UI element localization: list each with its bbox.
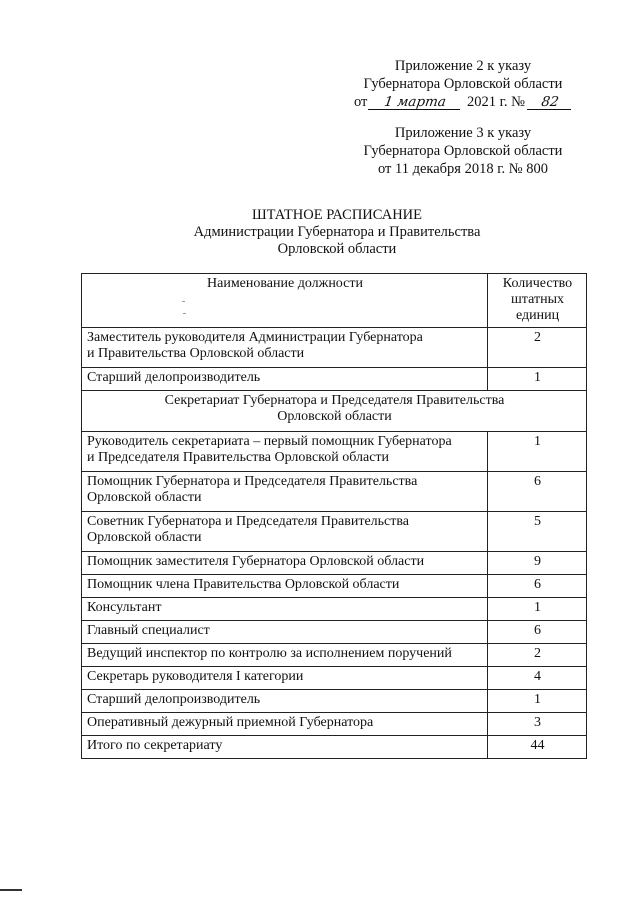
table-row — [82, 575, 587, 598]
header-count-line1: Количество — [502, 276, 573, 291]
header-count-line2: штатных — [511, 292, 564, 307]
count-cell: 5 — [488, 512, 587, 552]
position-cell: Ведущий инспектор по контролю за исполнением поручений — [82, 644, 488, 667]
table-row — [82, 512, 587, 552]
table-row — [82, 690, 587, 713]
position-name-line1: Помощник Губернатора и Председателя Правительства — [87, 474, 418, 489]
scan-speck — [183, 313, 186, 314]
appendix-current-date-line — [300, 93, 626, 111]
appendix-previous-header — [300, 124, 626, 178]
position-cell: Главный специалист — [82, 621, 488, 644]
total-count-cell: 44 — [488, 736, 587, 759]
table-row — [82, 667, 587, 690]
total-label-cell: Итого по секретариату — [82, 736, 488, 759]
section-row — [82, 391, 587, 432]
handwritten-number: 82 — [527, 95, 573, 110]
total-row — [82, 736, 587, 759]
appendix-previous-line2: Губернатора Орловской области — [363, 143, 563, 159]
table-row — [82, 644, 587, 667]
count-cell: 2 — [488, 644, 587, 667]
table-row — [82, 328, 587, 368]
position-cell: Консультант — [82, 598, 488, 621]
staffing-table — [81, 273, 587, 759]
count-cell: 1 — [488, 368, 587, 391]
count-cell: 1 — [488, 598, 587, 621]
position-cell: Помощник члена Правительства Орловской области — [82, 575, 488, 598]
position-cell: Оперативный дежурный приемной Губернатора — [82, 713, 488, 736]
count-cell: 3 — [488, 713, 587, 736]
count-cell: 6 — [488, 575, 587, 598]
position-cell: Старший делопроизводитель — [82, 368, 488, 391]
position-cell — [82, 512, 488, 552]
scan-edge-mark — [0, 889, 22, 891]
table-row — [82, 598, 587, 621]
document-title — [100, 207, 574, 258]
table-row — [82, 713, 587, 736]
table-row — [82, 432, 587, 472]
section-heading-line2: Орловской области — [277, 409, 392, 424]
count-cell: 1 — [488, 690, 587, 713]
title-line2: Администрации Губернатора и Правительства — [193, 224, 481, 240]
appendix-current-line2: Губернатора Орловской области — [363, 76, 563, 92]
position-cell — [82, 432, 488, 472]
position-name-line1: Советник Губернатора и Председателя Правительства — [87, 514, 410, 529]
position-cell: Старший делопроизводитель — [82, 690, 488, 713]
count-cell: 2 — [488, 328, 587, 368]
position-name-line2: Орловской области — [87, 530, 202, 545]
date-prefix: от — [353, 94, 368, 110]
count-cell: 6 — [488, 621, 587, 644]
table-row — [82, 552, 587, 575]
title-line3: Орловской области — [277, 241, 397, 257]
header-position: Наименование должности — [82, 274, 488, 328]
section-heading-line1: Секретариат Губернатора и Председателя Правительства — [164, 393, 505, 408]
count-cell: 6 — [488, 472, 587, 512]
position-cell — [82, 472, 488, 512]
section-heading-cell — [82, 391, 587, 432]
header-count — [488, 274, 587, 328]
position-name-line2: и Правительства Орловской области — [87, 346, 305, 361]
position-cell: Секретарь руководителя I категории — [82, 667, 488, 690]
position-cell — [82, 328, 488, 368]
appendix-previous-line1: Приложение 3 к указу — [394, 125, 532, 141]
count-cell: 9 — [488, 552, 587, 575]
position-name-line1: Заместитель руководителя Администрации Губернатора — [87, 330, 423, 345]
appendix-current-header — [300, 57, 626, 111]
header-count-line3: единиц — [515, 308, 560, 323]
table-row — [82, 472, 587, 512]
year-suffix: 2021 г. № — [467, 94, 526, 110]
scan-speck — [182, 301, 185, 302]
table-row — [82, 621, 587, 644]
count-cell: 4 — [488, 667, 587, 690]
handwritten-date: 1 марта — [368, 95, 462, 110]
position-name-line2: и Председателя Правительства Орловской области — [87, 450, 390, 465]
position-cell: Помощник заместителя Губернатора Орловской области — [82, 552, 488, 575]
title-line1: ШТАТНОЕ РАСПИСАНИЕ — [251, 207, 423, 223]
position-name-line2: Орловской области — [87, 490, 202, 505]
count-cell: 1 — [488, 432, 587, 472]
appendix-previous-line3: от 11 декабря 2018 г. № 800 — [378, 161, 548, 177]
appendix-current-line1: Приложение 2 к указу — [394, 58, 532, 74]
table-row — [82, 368, 587, 391]
position-name-line1: Руководитель секретариата – первый помощник Губернатора — [87, 434, 452, 449]
